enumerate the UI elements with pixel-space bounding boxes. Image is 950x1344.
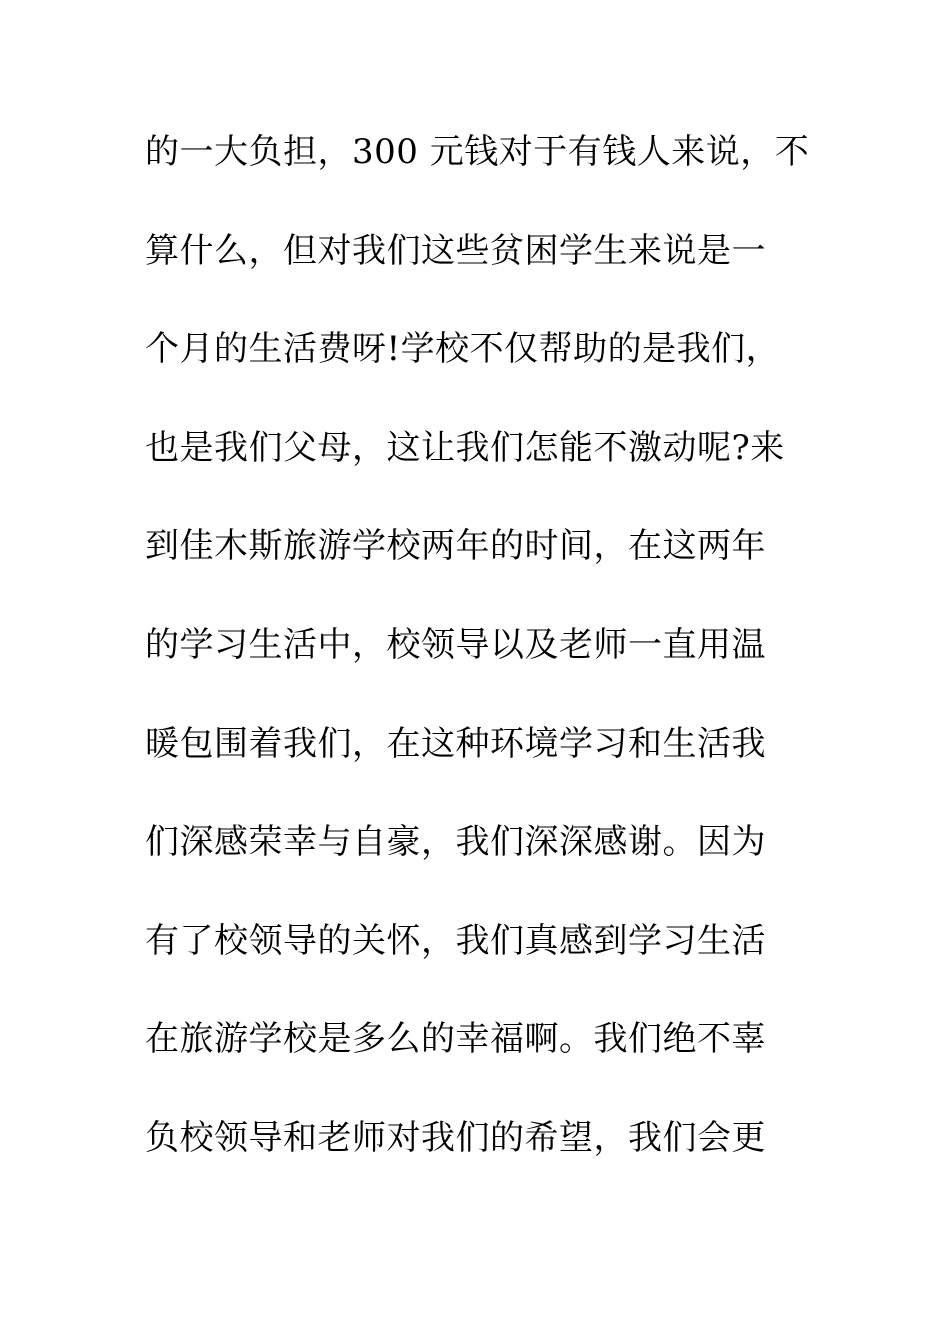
text-line: 有了校领导的关怀，我们真感到学习生活	[145, 920, 766, 961]
text-line: 个月的生活费呀!学校不仅帮助的是我们，	[145, 329, 781, 370]
text-line: 也是我们父母，这让我们怎能不激动呢?来	[145, 427, 785, 468]
text-line: 算什么，但对我们这些贫困学生来说是一	[145, 230, 766, 271]
text-line: 们深感荣幸与自豪，我们深深感谢。因为	[145, 822, 766, 863]
text-line: 在旅游学校是多么的幸福啊。我们绝不辜	[145, 1019, 766, 1060]
text-line: 的一大负担，300 元钱对于有钱人来说，不	[145, 132, 810, 172]
text-line: 的学习生活中，校领导以及老师一直用温	[145, 624, 766, 665]
text-line: 负校领导和老师对我们的希望，我们会更	[145, 1117, 766, 1158]
text-line: 到佳木斯旅游学校两年的时间，在这两年	[145, 526, 766, 567]
text-line: 暖包围着我们，在这种环境学习和生活我	[145, 723, 766, 764]
body-text	[145, 126, 825, 1211]
